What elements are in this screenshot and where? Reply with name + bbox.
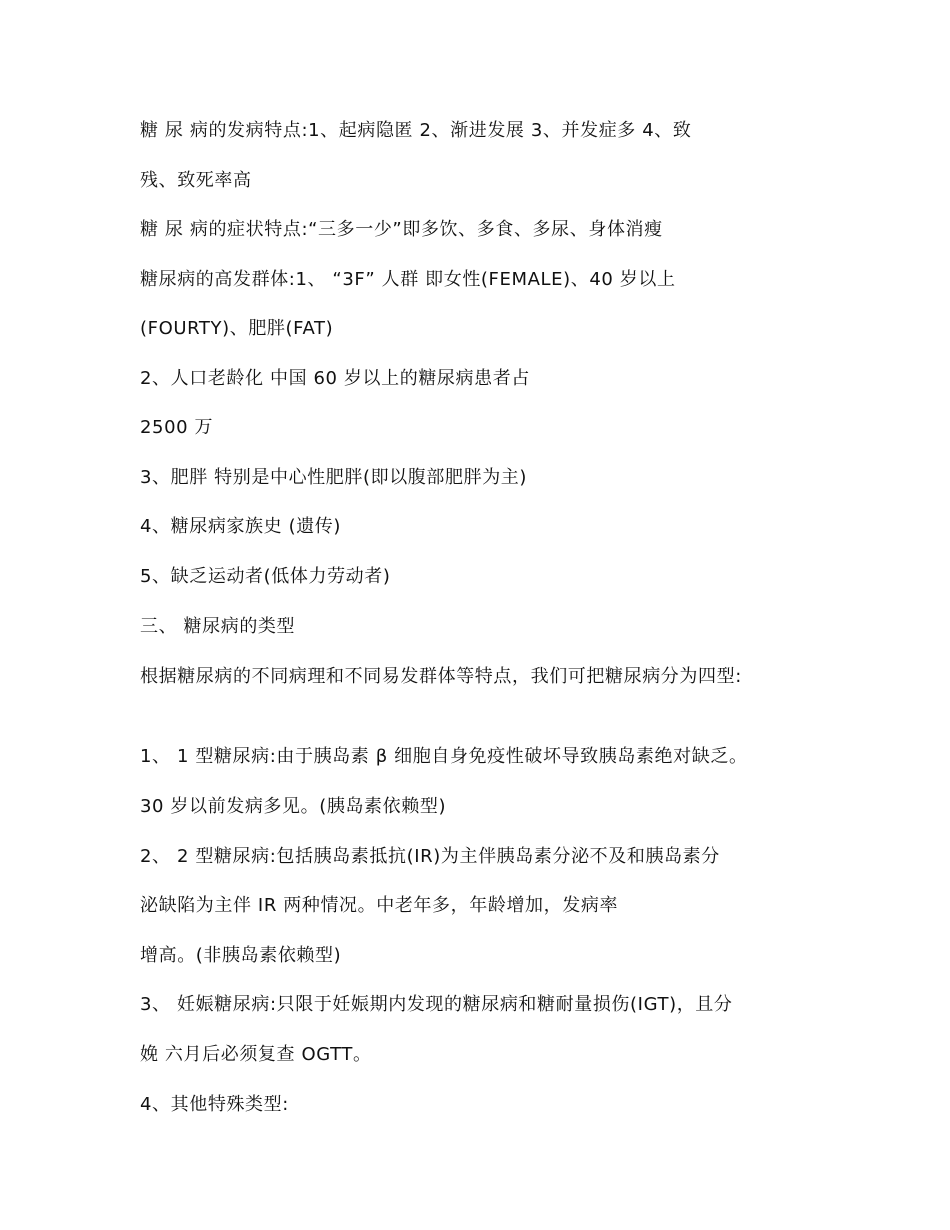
text-line: 4、其他特殊类型: — [140, 1094, 289, 1115]
text-line: 2500 万 — [140, 417, 214, 438]
text-line: 3、 妊娠糖尿病:只限于妊娠期内发现的糖尿病和糖耐量损伤(IGT)，且分 — [140, 994, 733, 1015]
text-line: 增高。(非胰岛素依赖型) — [140, 945, 342, 966]
text-line: 2、 2 型糖尿病:包括胰岛素抵抗(IR)为主伴胰岛素分泌不及和胰岛素分 — [140, 846, 720, 867]
text-line: 糖 尿 病的发病特点:1、起病隐匿 2、渐进发展 3、并发症多 4、致 — [140, 120, 692, 141]
text-line: 泌缺陷为主伴 IR 两种情况。中老年多，年龄增加，发病率 — [140, 895, 619, 916]
section-heading: 三、 糖尿病的类型 — [140, 616, 296, 637]
text-line: 根据糖尿病的不同病理和不同易发群体等特点，我们可把糖尿病分为四型: — [140, 666, 742, 687]
text-line: 1、 1 型糖尿病:由于胰岛素 β 细胞自身免疫性破坏导致胰岛素绝对缺乏。 — [140, 746, 748, 767]
text-line: 30 岁以前发病多见。(胰岛素依赖型) — [140, 796, 447, 817]
text-line: 糖尿病的高发群体:1、 “3F” 人群 即女性(FEMALE)、40 岁以上 — [140, 269, 676, 290]
text-line: 5、缺乏运动者(低体力劳动者) — [140, 566, 391, 587]
text-line: 3、肥胖 特别是中心性肥胖(即以腹部肥胖为主) — [140, 467, 528, 488]
text-line: 糖 尿 病的症状特点:“三多一少”即多饮、多食、多尿、身体消瘦 — [140, 219, 663, 240]
text-line: 4、糖尿病家族史 (遗传) — [140, 516, 342, 537]
text-line: 残、致死率高 — [140, 170, 252, 191]
text-line: 娩 六月后必须复查 OGTT。 — [140, 1044, 372, 1065]
text-line: 2、人口老龄化 中国 60 岁以上的糖尿病患者占 — [140, 368, 530, 389]
text-line: (FOURTY)、肥胖(FAT) — [140, 318, 334, 339]
